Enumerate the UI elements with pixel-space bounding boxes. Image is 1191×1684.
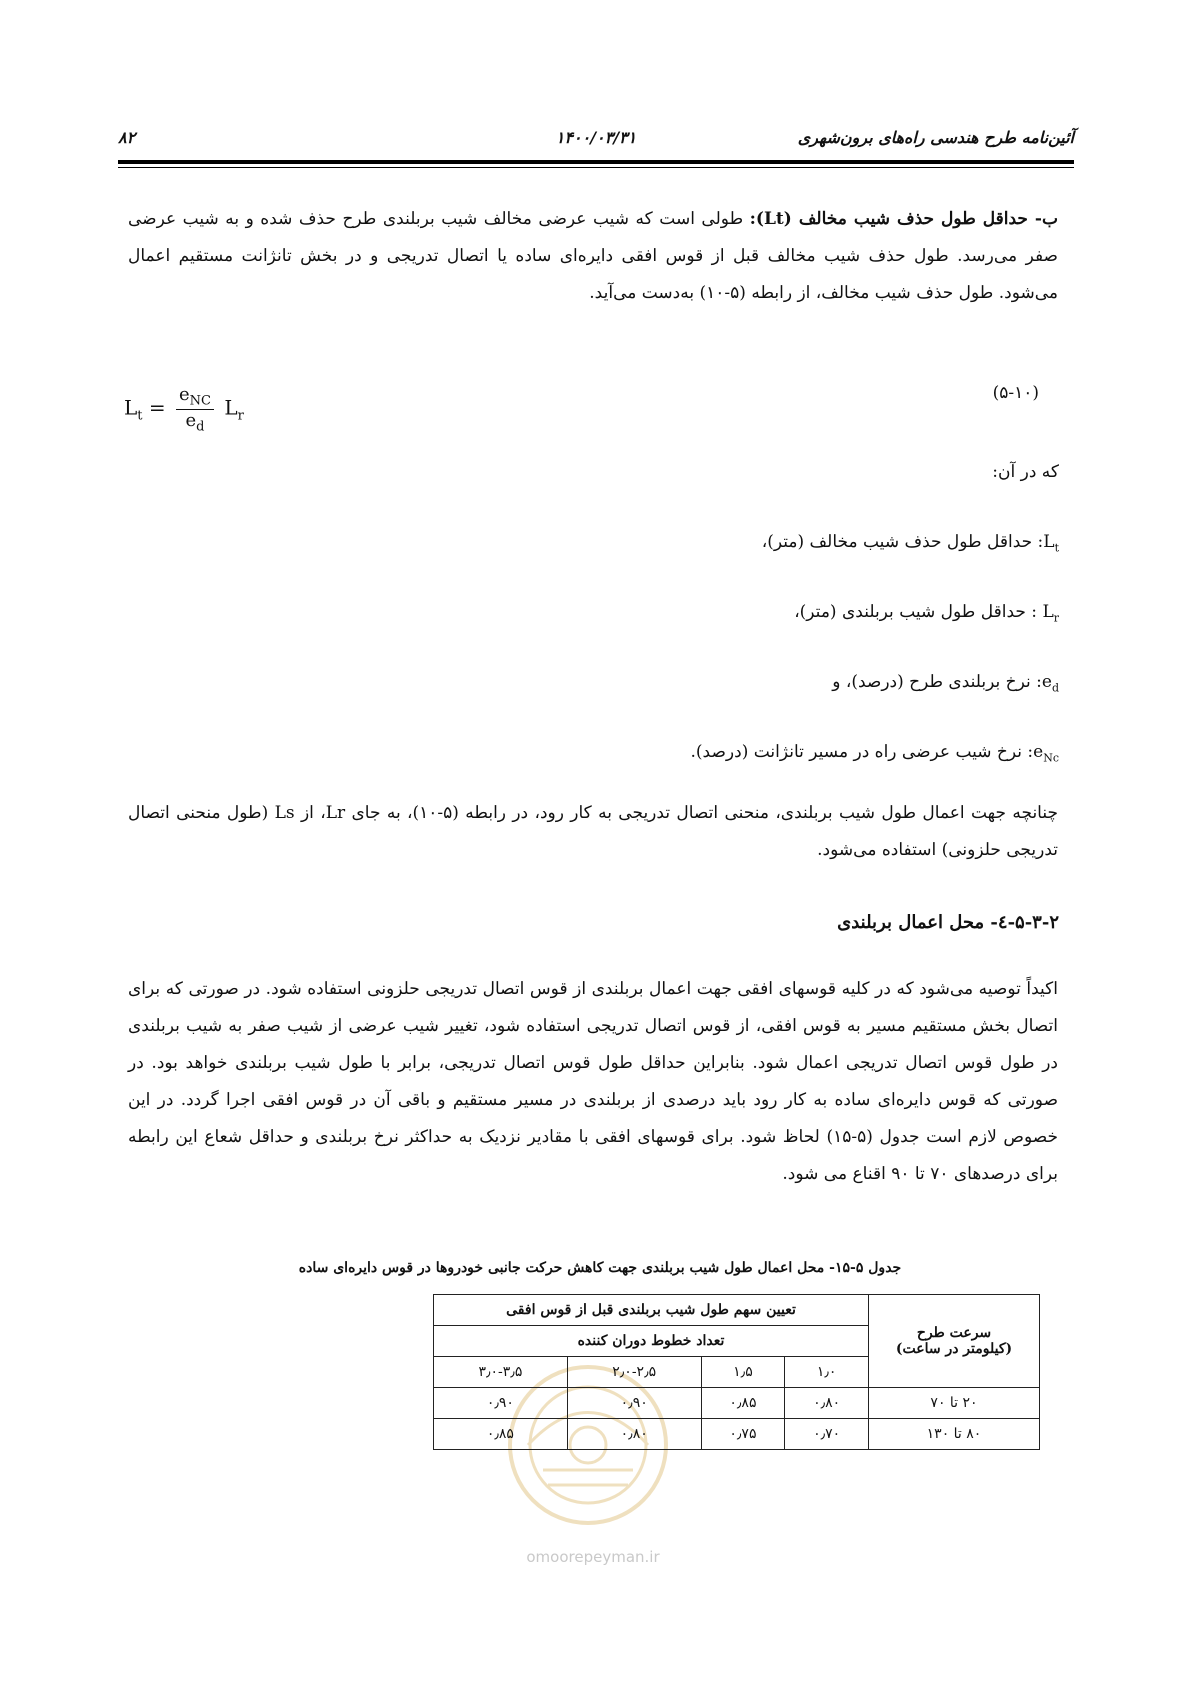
- definition-ed: $e_d$: نرخ بربلندی طرح (درصد)، و: [832, 672, 1059, 695]
- table-row: [434, 1419, 1040, 1450]
- header-rule-thick: [118, 160, 1074, 164]
- value-cell: ۰٫۷۰: [785, 1419, 869, 1450]
- intro-text: طولی است که شیب عرضی مخالف شیب بربلندی طرح حذف شده و به شیب عرضی صفر می‌رسد. طول حذف شیب مخالف قبل از قوس افقی دایره‌ای ساده یا اتصال تدریجی و در بخش تانژانت مستقیم اعمال می‌شود. طول حذف شیب مخالف، از رابطه (۵-۱۰) به‌دست می‌آید.: [128, 209, 1058, 303]
- where-label: که در آن:: [992, 462, 1059, 482]
- section-heading: ۵-۳-۲-٤- محل اعمال بربلندی: [837, 912, 1059, 933]
- value-cell: ۰٫۹۰: [567, 1388, 701, 1419]
- equation: $L_t$ = $\frac{e_{NC}}{e_d}$ $L_r$: [124, 384, 244, 435]
- definition-lr: $L_r$ : حداقل طول شیب بربلندی (متر)،: [794, 602, 1059, 625]
- watermark-text: omoorepeyman.ir: [526, 1548, 660, 1566]
- lane-header-cell: ۱٫۵: [701, 1357, 785, 1388]
- table-row: [434, 1388, 1040, 1419]
- header-title: آئین‌نامه طرح هندسی راه‌های برون‌شهری: [797, 128, 1074, 147]
- speed-cell: ۸۰ تا ۱۳۰: [869, 1419, 1040, 1450]
- speed-header-cell: سرعت طرح (کیلومتر در ساعت): [869, 1295, 1040, 1388]
- sub-header-cell: تعداد خطوط دوران کننده: [434, 1326, 869, 1357]
- intro-paragraph: [128, 201, 1058, 312]
- lane-header-cell: ۱٫۰: [785, 1357, 869, 1388]
- equation-number: (۵-۱۰): [992, 383, 1039, 403]
- value-cell: ۰٫۸۵: [434, 1419, 568, 1450]
- group-header-cell: تعیین سهم طول شیب بربلندی قبل از قوس افقی: [434, 1295, 869, 1326]
- lane-header-cell: ۳٫۰-۳٫۵: [434, 1357, 568, 1388]
- definition-lt: $L_t$: حداقل طول حذف شیب مخالف (متر)،: [761, 532, 1059, 555]
- table-caption: جدول ۵-۱۵- محل اعمال طول شیب بربلندی جهت کاهش حرکت جانبی خودروها در قوس دایره‌ای ساده: [298, 1260, 902, 1276]
- header-rule-thin: [118, 167, 1074, 168]
- body-paragraph: اکیداً توصیه می‌شود که در کلیه قوسهای افقی جهت اعمال بربلندی از قوس اتصال تدریجی حلزونی استفاده شود. در صورتی که برای اتصال بخش مستقیم مسیر به قوس افقی، از قوس اتصال تدریجی استفاده شود، تغییر شیب عرضی از شیب صفر به شیب بربلندی در طول قوس اتصال تدریجی اعمال شود. بنابراین حداقل طول قوس اتصال تدریجی، برابر با طول شیب بربلندی خواهد بود. در صورتی که قوس دایره‌ای ساده به کار رود باید درصدی از بربلندی در مسیر مستقیم و باقی آن در قوس افقی اجرا گردد. در این خصوص لازم است جدول (۵-۱۵) لحاظ شود. برای قوسهای افقی با مقادیر نزدیک به حداکثر نرخ بربلندی و حداقل شعاع این رابطه برای درصدهای ۷۰ تا ۹۰ اقناع می شود.: [128, 979, 1058, 1184]
- note-paragraph: چنانچه جهت اعمال طول شیب بربلندی، منحنی اتصال تدریجی به کار رود، در رابطه (۵-۱۰)، به جای Lr، از Ls (طول منحنی اتصال تدریجی حلزونی) استفاده می‌شود.: [128, 803, 1058, 860]
- header-date: ۱۴۰۰/۰۳/۳۱: [555, 128, 637, 147]
- value-cell: ۰٫۹۰: [434, 1388, 568, 1419]
- value-cell: ۰٫۸۰: [567, 1419, 701, 1450]
- value-cell: ۰٫۸۰: [785, 1388, 869, 1419]
- superelevation-table: [433, 1294, 1040, 1450]
- definition-enc: $e_{Nc}$: نرخ شیب عرضی راه در مسیر تانژانت (درصد).: [690, 742, 1059, 765]
- intro-bold: ب- حداقل طول حذف شیب مخالف (Lt):: [749, 209, 1058, 229]
- lane-header-cell: ۲٫۰-۲٫۵: [567, 1357, 701, 1388]
- page-header: [118, 128, 1074, 154]
- equation-fraction: $\frac{e_{NC}}{e_d}$: [176, 384, 214, 434]
- speed-cell: ۲۰ تا ۷۰: [869, 1388, 1040, 1419]
- page-number: ۸۲: [118, 128, 136, 147]
- value-cell: ۰٫۷۵: [701, 1419, 785, 1450]
- value-cell: ۰٫۸۵: [701, 1388, 785, 1419]
